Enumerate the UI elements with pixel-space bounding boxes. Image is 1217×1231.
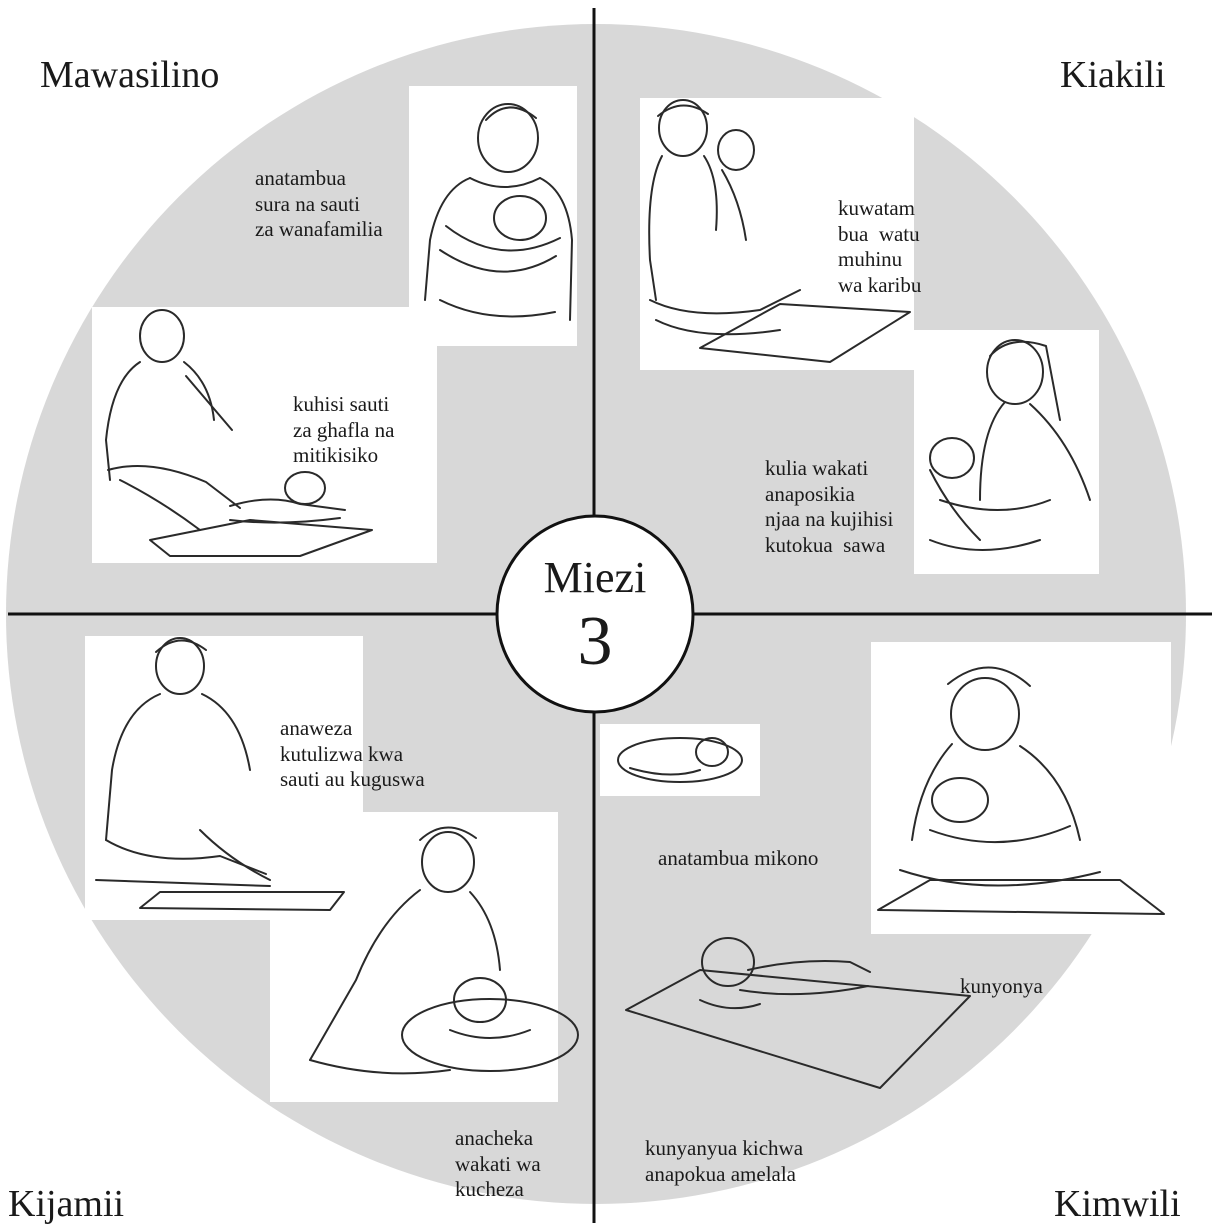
center-number: 3 xyxy=(577,603,613,680)
caption-br-3 xyxy=(645,1136,803,1187)
caption-line: muhinu xyxy=(838,247,903,272)
caption-line: njaa na kujihisi xyxy=(765,507,894,532)
caption-line: anatambua xyxy=(255,166,346,190)
caption-tl-1 xyxy=(255,166,383,243)
caption-line: kuhisi sauti xyxy=(293,392,390,416)
caption-line: kulia wakati xyxy=(765,456,869,480)
caption-tr-1 xyxy=(838,196,921,298)
caption-br-1: anatambua mikono xyxy=(658,846,819,870)
quadrant-title-bottom-right: Kimwili xyxy=(1054,1183,1181,1225)
caption-line: wakati wa xyxy=(455,1151,541,1176)
caption-line: kutokua sawa xyxy=(765,532,886,557)
caption-tl-2 xyxy=(293,392,394,469)
caption-line: sura na sauti xyxy=(255,191,360,216)
caption-line: anaweza xyxy=(280,716,353,740)
quadrant-title-top-left: Mawasilino xyxy=(40,54,220,96)
caption-line: anapokua amelala xyxy=(645,1161,796,1186)
panel-br-1 xyxy=(600,724,760,796)
caption-line: za wanafamilia xyxy=(255,217,383,242)
caption-line: kuwatam xyxy=(838,196,915,220)
caption-bl-2 xyxy=(455,1126,541,1203)
quadrant-title-bottom-left: Kijamii xyxy=(8,1183,125,1225)
caption-line: bua watu xyxy=(838,221,920,246)
caption-line: kutulizwa kwa xyxy=(280,741,404,766)
center-word: Miezi xyxy=(543,553,647,602)
caption-tr-2 xyxy=(765,456,893,558)
caption-line: mitikisiko xyxy=(293,443,379,468)
quadrant-title-top-right: Kiakili xyxy=(1060,54,1166,96)
caption-line: anaposikia xyxy=(765,481,855,506)
panel-br-2 xyxy=(871,642,1171,934)
caption-line: kunyanyua kichwa xyxy=(645,1136,804,1160)
caption-line: za ghafla na xyxy=(293,417,395,442)
panel-tr-2 xyxy=(914,330,1099,574)
caption-bl-1 xyxy=(280,716,425,793)
caption-line: wa karibu xyxy=(838,272,922,297)
caption-line: anacheka xyxy=(455,1126,534,1150)
caption-line: sauti au kuguswa xyxy=(280,767,425,792)
caption-line: kucheza xyxy=(455,1177,524,1202)
caption-br-2: kunyonya xyxy=(960,974,1043,998)
panel-bl-2 xyxy=(270,812,558,1102)
